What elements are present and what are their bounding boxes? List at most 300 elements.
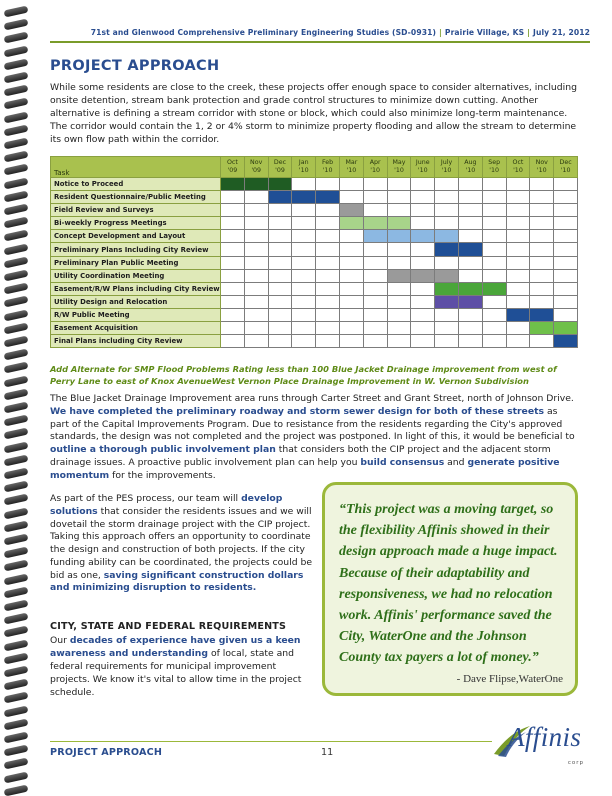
schedule-cell — [411, 335, 435, 348]
spiral-ring — [4, 98, 29, 110]
schedule-cell — [339, 308, 363, 321]
schedule-cell — [316, 230, 340, 243]
spiral-ring — [4, 402, 29, 414]
schedule-cell — [530, 243, 554, 256]
spiral-ring — [4, 349, 29, 361]
schedule-cell — [292, 335, 316, 348]
schedule-row — [51, 191, 578, 204]
schedule-cell — [482, 191, 506, 204]
schedule-cell — [482, 308, 506, 321]
schedule-cell — [435, 335, 459, 348]
spiral-ring — [4, 454, 29, 466]
schedule-cell — [458, 335, 482, 348]
schedule-row — [51, 204, 578, 217]
spiral-ring — [4, 771, 29, 783]
schedule-cell — [268, 308, 292, 321]
testimonial-quote: “This project was a moving target, so the flexibility Affinis showed in their design approach made a huge impact. Because of their adaptability and responsiveness, we had no relocation work. Affinis' performance saved the City, WaterOne and the Johnson County tax payers a lot of money.” — [339, 502, 558, 666]
schedule-cell — [387, 295, 411, 308]
spiral-ring — [4, 626, 29, 638]
schedule-cell — [268, 256, 292, 269]
task-name: Resident Questionnaire/Public Meeting — [51, 191, 221, 204]
schedule-cell — [244, 295, 268, 308]
schedule-row — [51, 269, 578, 282]
spiral-ring — [4, 19, 29, 31]
schedule-cell — [268, 243, 292, 256]
spiral-ring — [4, 111, 29, 123]
spiral-ring — [4, 85, 29, 97]
spiral-ring — [4, 336, 29, 348]
schedule-cell — [530, 335, 554, 348]
schedule-bar-cell — [458, 295, 482, 308]
header-location: Prairie Village, KS — [444, 28, 525, 37]
schedule-cell — [244, 217, 268, 230]
schedule-cell — [506, 256, 530, 269]
schedule-cell — [554, 295, 578, 308]
spiral-ring — [4, 177, 29, 189]
schedule-cell — [506, 243, 530, 256]
spiral-ring — [4, 573, 29, 585]
schedule-cell — [316, 308, 340, 321]
footer-section-label: PROJECT APPROACH — [50, 747, 163, 758]
schedule-cell — [482, 243, 506, 256]
schedule-cell — [221, 269, 245, 282]
spiral-ring — [4, 415, 29, 427]
schedule-bar-cell — [554, 335, 578, 348]
schedule-cell — [482, 335, 506, 348]
schedule-cell — [316, 178, 340, 191]
spiral-ring — [4, 204, 29, 216]
schedule-cell — [268, 204, 292, 217]
spiral-ring — [4, 388, 29, 400]
schedule-row — [51, 308, 578, 321]
task-name: Utility Design and Relocation — [51, 295, 221, 308]
schedule-cell — [292, 217, 316, 230]
month-header: Dec '09 — [268, 157, 292, 178]
spiral-ring — [4, 481, 29, 493]
testimonial-box — [322, 482, 578, 696]
spiral-ring — [4, 441, 29, 453]
logo-subtext: corp — [567, 760, 584, 766]
schedule-row — [51, 322, 578, 335]
schedule-cell — [482, 217, 506, 230]
spiral-ring — [4, 164, 29, 176]
schedule-bar-cell — [339, 204, 363, 217]
schedule-cell — [244, 335, 268, 348]
schedule-bar-cell — [435, 243, 459, 256]
schedule-cell — [435, 191, 459, 204]
schedule-cell — [506, 282, 530, 295]
requirements-heading: CITY, STATE AND FEDERAL REQUIREMENTS — [50, 621, 287, 632]
schedule-cell — [530, 191, 554, 204]
schedule-cell — [458, 269, 482, 282]
schedule-cell — [221, 230, 245, 243]
month-header: Nov '09 — [244, 157, 268, 178]
schedule-cell — [363, 256, 387, 269]
schedule-cell — [316, 217, 340, 230]
spiral-ring — [4, 600, 29, 612]
schedule-table — [50, 156, 578, 348]
page-number: 11 — [321, 747, 334, 758]
schedule-cell — [221, 204, 245, 217]
schedule-cell — [316, 256, 340, 269]
schedule-cell — [411, 295, 435, 308]
schedule-cell — [530, 282, 554, 295]
schedule-bar-cell — [435, 269, 459, 282]
schedule-cell — [530, 230, 554, 243]
schedule-cell — [221, 295, 245, 308]
month-header: July '10 — [435, 157, 459, 178]
schedule-cell — [411, 322, 435, 335]
spiral-ring — [4, 362, 29, 374]
schedule-cell — [506, 178, 530, 191]
schedule-cell — [482, 269, 506, 282]
schedule-cell — [292, 243, 316, 256]
schedule-row — [51, 217, 578, 230]
schedule-cell — [554, 230, 578, 243]
spiral-ring — [4, 190, 29, 202]
spiral-ring — [4, 613, 29, 625]
schedule-cell — [292, 308, 316, 321]
month-header: June '10 — [411, 157, 435, 178]
spiral-ring — [4, 243, 29, 255]
spiral-ring — [4, 652, 29, 664]
spiral-ring — [4, 217, 29, 229]
schedule-cell — [268, 282, 292, 295]
schedule-row — [51, 178, 578, 191]
schedule-cell — [244, 256, 268, 269]
spiral-ring — [4, 666, 29, 678]
header-date: July 21, 2012 — [533, 28, 590, 37]
schedule-bar-cell — [458, 282, 482, 295]
schedule-cell — [363, 204, 387, 217]
spiral-ring — [4, 507, 29, 519]
spiral-ring — [4, 468, 29, 480]
schedule-cell — [530, 256, 554, 269]
schedule-cell — [506, 230, 530, 243]
schedule-cell — [435, 256, 459, 269]
schedule-cell — [268, 322, 292, 335]
spiral-ring — [4, 32, 29, 44]
spiral-ring — [4, 758, 29, 770]
spiral-ring — [4, 256, 29, 268]
spiral-ring — [4, 151, 29, 163]
schedule-cell — [530, 204, 554, 217]
schedule-cell — [482, 295, 506, 308]
schedule-cell — [244, 204, 268, 217]
schedule-cell — [411, 178, 435, 191]
schedule-cell — [387, 178, 411, 191]
schedule-cell — [363, 243, 387, 256]
month-header: Aug '10 — [458, 157, 482, 178]
schedule-cell — [339, 295, 363, 308]
spiral-ring — [4, 138, 29, 150]
schedule-bar-cell — [530, 322, 554, 335]
schedule-cell — [292, 282, 316, 295]
schedule-bar-cell — [363, 230, 387, 243]
schedule-cell — [339, 269, 363, 282]
schedule-cell — [221, 282, 245, 295]
schedule-cell — [435, 178, 459, 191]
schedule-bar-cell — [411, 269, 435, 282]
task-name: Preliminary Plan Public Meeting — [51, 256, 221, 269]
requirements-paragraph: Our decades of experience have given us a keen awareness and understanding of local, state and federal requirements for municipal improvement projects. We know it's vital to allow time in the project schedule. — [50, 635, 302, 698]
schedule-cell — [339, 256, 363, 269]
schedule-cell — [411, 191, 435, 204]
schedule-cell — [244, 282, 268, 295]
alternate-subhead: Add Alternate for SMP Flood Problems Rating less than 100 Blue Jacket Drainage improvement from west of Perry Lane to east of Knox AvenueWest Vernon Place Drainage Improvement in W. Vernon Subdivision — [50, 364, 557, 386]
task-name: Utility Coordination Meeting — [51, 269, 221, 282]
schedule-cell — [221, 243, 245, 256]
task-name: Easement Acquisition — [51, 322, 221, 335]
schedule-cell — [316, 295, 340, 308]
schedule-cell — [387, 204, 411, 217]
schedule-cell — [506, 269, 530, 282]
schedule-bar-cell — [268, 191, 292, 204]
schedule-cell — [316, 282, 340, 295]
spiral-ring — [4, 230, 29, 242]
schedule-cell — [411, 217, 435, 230]
affinis-logo — [492, 722, 588, 770]
schedule-cell — [458, 308, 482, 321]
schedule-cell — [316, 243, 340, 256]
task-name: Preliminary Plans Including City Review — [51, 243, 221, 256]
schedule-cell — [292, 322, 316, 335]
header-project: 71st and Glenwood Comprehensive Preliminary Engineering Studies (SD-0931) — [90, 28, 437, 37]
spiral-ring — [4, 639, 29, 651]
schedule-cell — [268, 230, 292, 243]
schedule-cell — [221, 256, 245, 269]
schedule-cell — [387, 243, 411, 256]
spiral-ring — [4, 72, 29, 84]
schedule-cell — [411, 243, 435, 256]
month-header: Mar '10 — [339, 157, 363, 178]
spiral-ring — [4, 534, 29, 546]
schedule-cell — [458, 230, 482, 243]
task-name: R/W Public Meeting — [51, 308, 221, 321]
month-header: Apr '10 — [363, 157, 387, 178]
schedule-bar-cell — [411, 230, 435, 243]
schedule-cell — [530, 269, 554, 282]
intro-paragraph: While some residents are close to the creek, these projects offer enough space to consider alternatives, including onsite detention, stream bank protection and grade control structures to minimize down cutting. Another alternative is defining a stream corridor with stone or block, which could also minimize long-term maintenance. The corridor would contain the 1, 2 or 4% storm to minimize property flooding and allow the stream to determine its own flow path within the corridor. — [50, 82, 577, 146]
schedule-cell — [530, 295, 554, 308]
schedule-cell — [221, 308, 245, 321]
spiral-ring — [4, 520, 29, 532]
spiral-ring — [4, 375, 29, 387]
spiral-ring — [4, 6, 29, 18]
schedule-cell — [482, 178, 506, 191]
schedule-bar-cell — [387, 230, 411, 243]
schedule-cell — [506, 322, 530, 335]
schedule-cell — [530, 178, 554, 191]
schedule-bar-cell — [316, 191, 340, 204]
schedule-cell — [363, 295, 387, 308]
schedule-bar-cell — [387, 217, 411, 230]
schedule-cell — [435, 217, 459, 230]
schedule-bar-cell — [221, 178, 245, 191]
schedule-cell — [554, 204, 578, 217]
schedule-cell — [482, 256, 506, 269]
spiral-ring — [4, 494, 29, 506]
highlight-text: We have completed the preliminary roadway and storm sewer design for both of these streets — [50, 405, 545, 417]
highlight-text: build consensus — [360, 456, 445, 468]
schedule-cell — [482, 322, 506, 335]
schedule-bar-cell — [435, 295, 459, 308]
month-header: Jan '10 — [292, 157, 316, 178]
highlight-text: outline a thorough public involvement plan — [50, 444, 276, 455]
spiral-ring — [4, 586, 29, 598]
schedule-cell — [363, 191, 387, 204]
schedule-cell — [387, 191, 411, 204]
spiral-ring — [4, 679, 29, 691]
spiral-ring — [4, 560, 29, 572]
schedule-row — [51, 295, 578, 308]
schedule-cell — [554, 308, 578, 321]
highlight-text: develop solutions — [50, 493, 283, 517]
month-header: Sep '10 — [482, 157, 506, 178]
schedule-cell — [482, 230, 506, 243]
schedule-cell — [387, 308, 411, 321]
schedule-cell — [506, 295, 530, 308]
schedule-cell — [458, 204, 482, 217]
schedule-cell — [221, 217, 245, 230]
schedule-cell — [316, 204, 340, 217]
schedule-cell — [339, 322, 363, 335]
schedule-header-row — [51, 157, 578, 178]
schedule-bar-cell — [244, 178, 268, 191]
schedule-cell — [387, 322, 411, 335]
schedule-cell — [530, 217, 554, 230]
schedule-cell — [363, 282, 387, 295]
schedule-cell — [292, 178, 316, 191]
header-rule — [50, 41, 590, 43]
task-name: Field Review and Surveys — [51, 204, 221, 217]
schedule-bar-cell — [292, 191, 316, 204]
schedule-row — [51, 282, 578, 295]
task-name: Easement/R/W Plans including City Review — [51, 282, 221, 295]
schedule-cell — [554, 178, 578, 191]
schedule-cell — [339, 335, 363, 348]
schedule-row — [51, 243, 578, 256]
spiral-ring — [4, 547, 29, 559]
task-name: Final Plans including City Review — [51, 335, 221, 348]
highlight-text: saving significant construction dollars and minimizing disruption to residents. — [50, 569, 304, 594]
schedule-cell — [363, 335, 387, 348]
spiral-ring — [4, 283, 29, 295]
schedule-cell — [363, 322, 387, 335]
schedule-cell — [363, 178, 387, 191]
schedule-cell — [435, 322, 459, 335]
spiral-ring — [4, 692, 29, 704]
schedule-cell — [482, 204, 506, 217]
month-header: Feb '10 — [316, 157, 340, 178]
schedule-cell — [554, 269, 578, 282]
schedule-cell — [244, 308, 268, 321]
schedule-cell — [316, 322, 340, 335]
schedule-cell — [244, 230, 268, 243]
month-header: Oct '09 — [221, 157, 245, 178]
schedule-cell — [316, 335, 340, 348]
schedule-cell — [387, 335, 411, 348]
spiral-ring — [4, 296, 29, 308]
logo-wordmark: Affinis — [508, 722, 582, 752]
blue-jacket-paragraph: The Blue Jacket Drainage Improvement area runs through Carter Street and Grant Street, north of Johnson Drive. We have completed the preliminary roadway and storm sewer design for both of these streets as part of the Capital Improvements Program. Due to resistance from the residents regarding the City's approved standards, the design was not completed and the project was postponed. In light of this, it would be beneficial to outline a thorough public involvement plan that considers both the CIP project and the adjacent storm drainage issues. A proactive public involvement plan can help you build consensus and generate positive momentum for the improvements. — [50, 393, 575, 481]
task-column-header: Task — [51, 157, 221, 178]
schedule-bar-cell — [387, 269, 411, 282]
schedule-cell — [435, 204, 459, 217]
schedule-cell — [411, 308, 435, 321]
pes-process-paragraph: As part of the PES process, our team will develop solutions that consider the residents issues and we will dovetail the storm drainage project with the CIP project. Taking this approach offers an opportunity to coordinate the design and construction of both projects. If the city funding ability can be coordinated, the projects could be bid as one, saving significant construction dollars and minimizing disruption to residents. — [50, 493, 313, 594]
schedule-cell — [458, 178, 482, 191]
schedule-cell — [339, 230, 363, 243]
schedule-cell — [316, 269, 340, 282]
schedule-cell — [458, 191, 482, 204]
spiral-ring — [4, 45, 29, 57]
spiral-ring — [4, 428, 29, 440]
spiral-ring — [4, 309, 29, 321]
task-name: Concept Development and Layout — [51, 230, 221, 243]
schedule-cell — [387, 256, 411, 269]
spiral-ring — [4, 124, 29, 136]
highlight-text: decades of experience have given us a keen awareness and understanding — [50, 635, 301, 659]
schedule-cell — [554, 191, 578, 204]
spiral-ring — [4, 58, 29, 70]
schedule-cell — [506, 191, 530, 204]
schedule-row — [51, 256, 578, 269]
month-header: May '10 — [387, 157, 411, 178]
spiral-ring — [4, 732, 29, 744]
schedule-cell — [292, 204, 316, 217]
schedule-cell — [268, 335, 292, 348]
schedule-cell — [411, 204, 435, 217]
page-header: 71st and Glenwood Comprehensive Preliminary Engineering Studies (SD-0931) | Prairie Village, KS | July 21, 2012 — [90, 28, 590, 37]
schedule-row — [51, 335, 578, 348]
schedule-cell — [268, 269, 292, 282]
schedule-cell — [506, 335, 530, 348]
schedule-bar-cell — [554, 322, 578, 335]
schedule-cell — [339, 178, 363, 191]
schedule-cell — [554, 243, 578, 256]
schedule-cell — [506, 217, 530, 230]
schedule-bar-cell — [435, 230, 459, 243]
schedule-row — [51, 230, 578, 243]
footer-rule — [50, 741, 492, 742]
schedule-bar-cell — [363, 217, 387, 230]
schedule-cell — [244, 191, 268, 204]
spiral-ring — [4, 745, 29, 757]
schedule-cell — [435, 308, 459, 321]
month-header: Oct '10 — [506, 157, 530, 178]
schedule-cell — [339, 243, 363, 256]
spiral-binding — [0, 0, 34, 792]
schedule-cell — [411, 256, 435, 269]
schedule-cell — [339, 191, 363, 204]
schedule-bar-cell — [339, 217, 363, 230]
schedule-cell — [292, 269, 316, 282]
page-title: PROJECT APPROACH — [50, 58, 220, 74]
month-header: Dec '10 — [554, 157, 578, 178]
highlight-text: generate positive momentum — [50, 456, 560, 481]
schedule-cell — [458, 256, 482, 269]
schedule-cell — [387, 282, 411, 295]
month-header: Nov '10 — [530, 157, 554, 178]
schedule-cell — [221, 335, 245, 348]
spiral-ring — [4, 718, 29, 730]
schedule-bar-cell — [458, 243, 482, 256]
schedule-bar-cell — [530, 308, 554, 321]
schedule-cell — [292, 256, 316, 269]
schedule-cell — [554, 217, 578, 230]
schedule-cell — [554, 256, 578, 269]
